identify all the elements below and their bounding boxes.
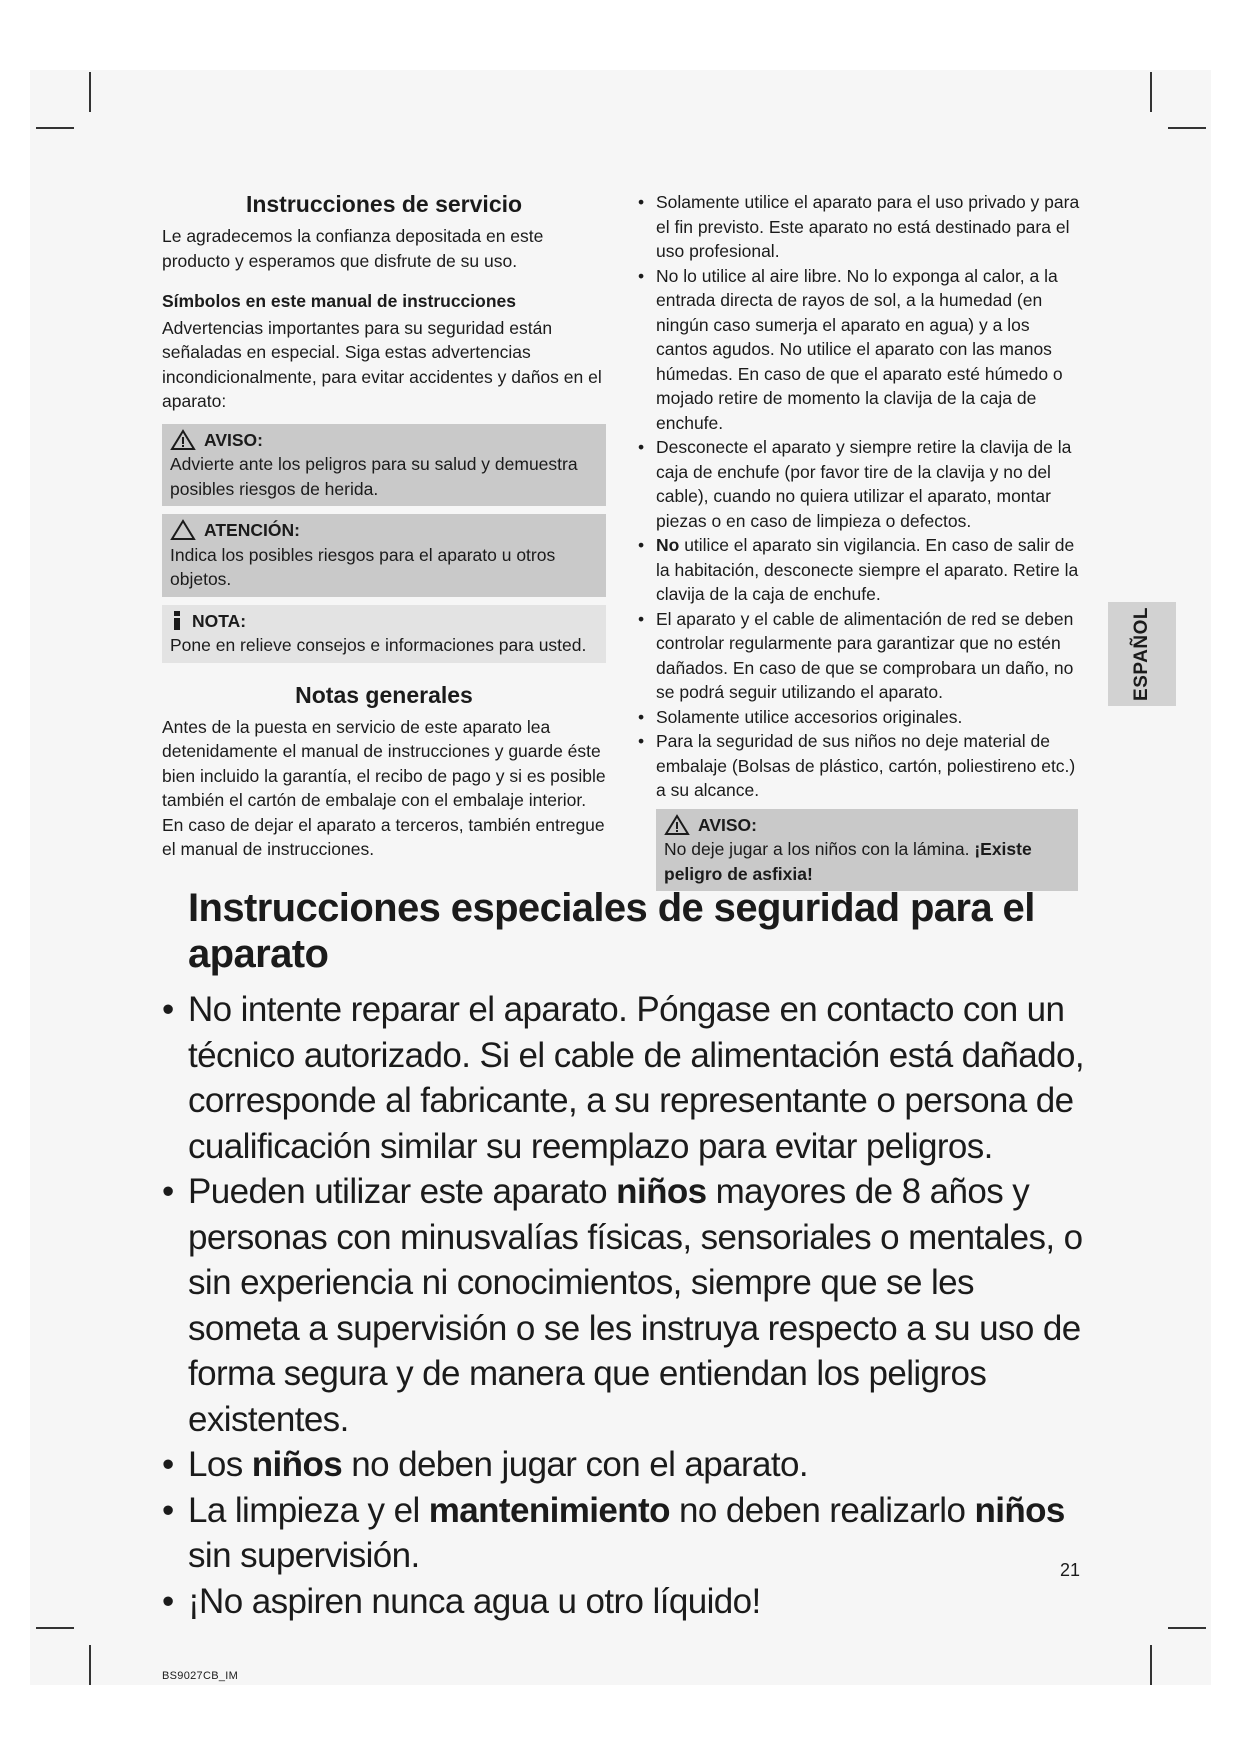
list-item bbox=[162, 1442, 1092, 1488]
crop-mark bbox=[1168, 1627, 1206, 1629]
notice-atencion bbox=[162, 514, 606, 597]
page-number: 21 bbox=[1060, 1560, 1081, 1580]
notice-aviso-child-plain: No deje jugar a los niños con la lámina. bbox=[664, 839, 975, 859]
list-item-text: mayores de 8 años y personas con minusvalías físicas, sensoriales o mentales, o sin experiencia ni conocimientos, siempre que se les someta a supervisión o se les instruya respecto a su uso de forma segura y de manera que entiendan los peligros existentes. bbox=[188, 1172, 1083, 1439]
list-item: • No intente reparar el aparato. Póngase en contacto con un técnico autorizado. Si el cable de alimentación está dañado, corresponde al fabricante, a su representante o persona de cualificación similar su reemplazo para evitar peligros. bbox=[162, 987, 1092, 1169]
section-title-general: Notas generales bbox=[295, 681, 473, 708]
crop-mark bbox=[1150, 1645, 1152, 1685]
symbols-title: Símbolos en este manual de instrucciones bbox=[162, 291, 516, 311]
notice-aviso-child-bold: ¡Existe peligro de asfixia! bbox=[664, 839, 1032, 884]
special-safety-title: Instrucciones especiales de seguridad para el aparato bbox=[188, 886, 1035, 976]
section-title-instructions: Instrucciones de servicio bbox=[245, 191, 523, 217]
notice-aviso bbox=[162, 424, 606, 507]
notice-nota bbox=[162, 605, 606, 663]
list-item-text: Pueden utilizar este aparato bbox=[188, 1172, 617, 1211]
notice-aviso-label: AVISO: bbox=[204, 429, 263, 450]
language-tab-label: ESPAÑOL bbox=[1131, 607, 1152, 701]
list-item-bold: mantenimiento bbox=[428, 1490, 670, 1530]
right-column bbox=[634, 190, 1084, 891]
notice-atencion-label: ATENCIÓN: bbox=[204, 520, 300, 540]
list-item: • Solamente utilice el aparato para el uso privado y para el fin previsto. Este aparato no está destinado para el uso profesional. bbox=[634, 190, 1084, 264]
notice-atencion-text: Indica los posibles riesgos para el aparato u otros objetos. bbox=[170, 544, 556, 589]
list-item-text: no deben realizarlo bbox=[669, 1490, 975, 1530]
special-safety-section bbox=[162, 885, 1092, 1624]
notice-aviso-child bbox=[656, 809, 1078, 892]
left-column bbox=[162, 190, 606, 862]
notice-aviso-child-text bbox=[664, 837, 1070, 886]
list-item-bold: No bbox=[656, 535, 680, 555]
crop-mark bbox=[1168, 127, 1206, 129]
list-item: • ¡No aspiren nunca agua u otro líquido! bbox=[162, 1579, 1092, 1625]
crop-mark bbox=[36, 1627, 74, 1629]
footer-code: BS9027CB_IM bbox=[162, 1670, 239, 1682]
notice-atencion-title bbox=[170, 518, 598, 543]
language-tab bbox=[1108, 602, 1176, 706]
caution-icon bbox=[170, 519, 196, 541]
notice-nota-title bbox=[170, 609, 598, 634]
list-item-text: Los bbox=[188, 1445, 252, 1484]
safety-list bbox=[634, 190, 1084, 803]
list-item-text: no deben jugar con el aparato. bbox=[342, 1445, 809, 1484]
list-item-text: sin supervisión. bbox=[188, 1536, 420, 1575]
list-item bbox=[634, 533, 1084, 607]
list-item: • Desconecte el aparato y siempre retire la clavija de la caja de enchufe (por favor tire de la clavija y no del cable), cuando no quiera utilizar el aparato, montar piezas o en caso de limpieza o defectos. bbox=[634, 435, 1084, 533]
notice-aviso-child-label: AVISO: bbox=[698, 814, 757, 835]
special-safety-list bbox=[162, 987, 1092, 1624]
notice-nota-text: Pone en relieve consejos e informaciones para usted. bbox=[170, 635, 587, 655]
list-item bbox=[162, 1169, 1092, 1442]
notice-aviso-text: Advierte ante los peligros para su salud y demuestra posibles riesgos de herida. bbox=[170, 454, 578, 499]
list-item-text: utilice el aparato sin vigilancia. En caso de salir de la habitación, desconecte siempre el aparato. Retire la clavija de la caja de enchufe. bbox=[656, 535, 1079, 604]
crop-mark bbox=[36, 127, 74, 129]
list-item-bold: niños bbox=[616, 1172, 707, 1211]
list-item: • No lo utilice al aire libre. No lo exponga al calor, a la entrada directa de rayos de sol, a la humedad (en ningún caso sumerja el aparato en agua) y a los cantos agudos. No utilice el aparato con las manos húmedas. En caso de que el aparato esté húmedo o mojado retire de momento la clavija de la caja de enchufe. bbox=[634, 264, 1084, 436]
list-item: • El aparato y el cable de alimentación de red se deben controlar regularmente para garantizar que no estén dañados. En caso de que se comprobara un daño, no se podrá seguir utilizando el aparato. bbox=[634, 607, 1084, 705]
general-text: Antes de la puesta en servicio de este aparato lea detenidamente el manual de instrucciones y guarde éste bien incluido la garantía, el recibo de pago y si es posible también el cartón de embalaje con el embalaje interior. En caso de dejar el aparato a terceros, también entregue el manual de instrucciones. bbox=[162, 716, 606, 859]
list-item: • Solamente utilice accesorios originales. bbox=[634, 705, 1084, 730]
list-item-bold: niños bbox=[251, 1445, 343, 1484]
list-item: • Para la seguridad de sus niños no deje material de embalaje (Bolsas de plástico, cartón, poliestireno etc.) a su alcance. bbox=[634, 729, 1084, 803]
notice-aviso-title bbox=[170, 428, 598, 453]
warning-icon bbox=[664, 814, 690, 836]
crop-mark bbox=[89, 72, 91, 112]
intro-text: Le agradecemos la confianza depositada en este producto y esperamos que disfrute de su uso. bbox=[162, 226, 544, 271]
notice-aviso-child-title bbox=[664, 813, 1070, 838]
crop-mark bbox=[89, 1645, 91, 1685]
list-item-bold: niños bbox=[974, 1490, 1065, 1530]
notice-nota-label: NOTA: bbox=[192, 610, 247, 631]
list-item-text: La limpieza y el bbox=[188, 1490, 429, 1530]
crop-mark bbox=[1150, 72, 1152, 112]
symbols-text: Advertencias importantes para su seguridad están señaladas en especial. Siga estas advertencias incondicionalmente, para evitar accidentes y daños en el aparato: bbox=[162, 317, 602, 411]
info-icon bbox=[170, 610, 184, 632]
warning-icon bbox=[170, 429, 196, 451]
list-item bbox=[162, 1488, 1092, 1579]
